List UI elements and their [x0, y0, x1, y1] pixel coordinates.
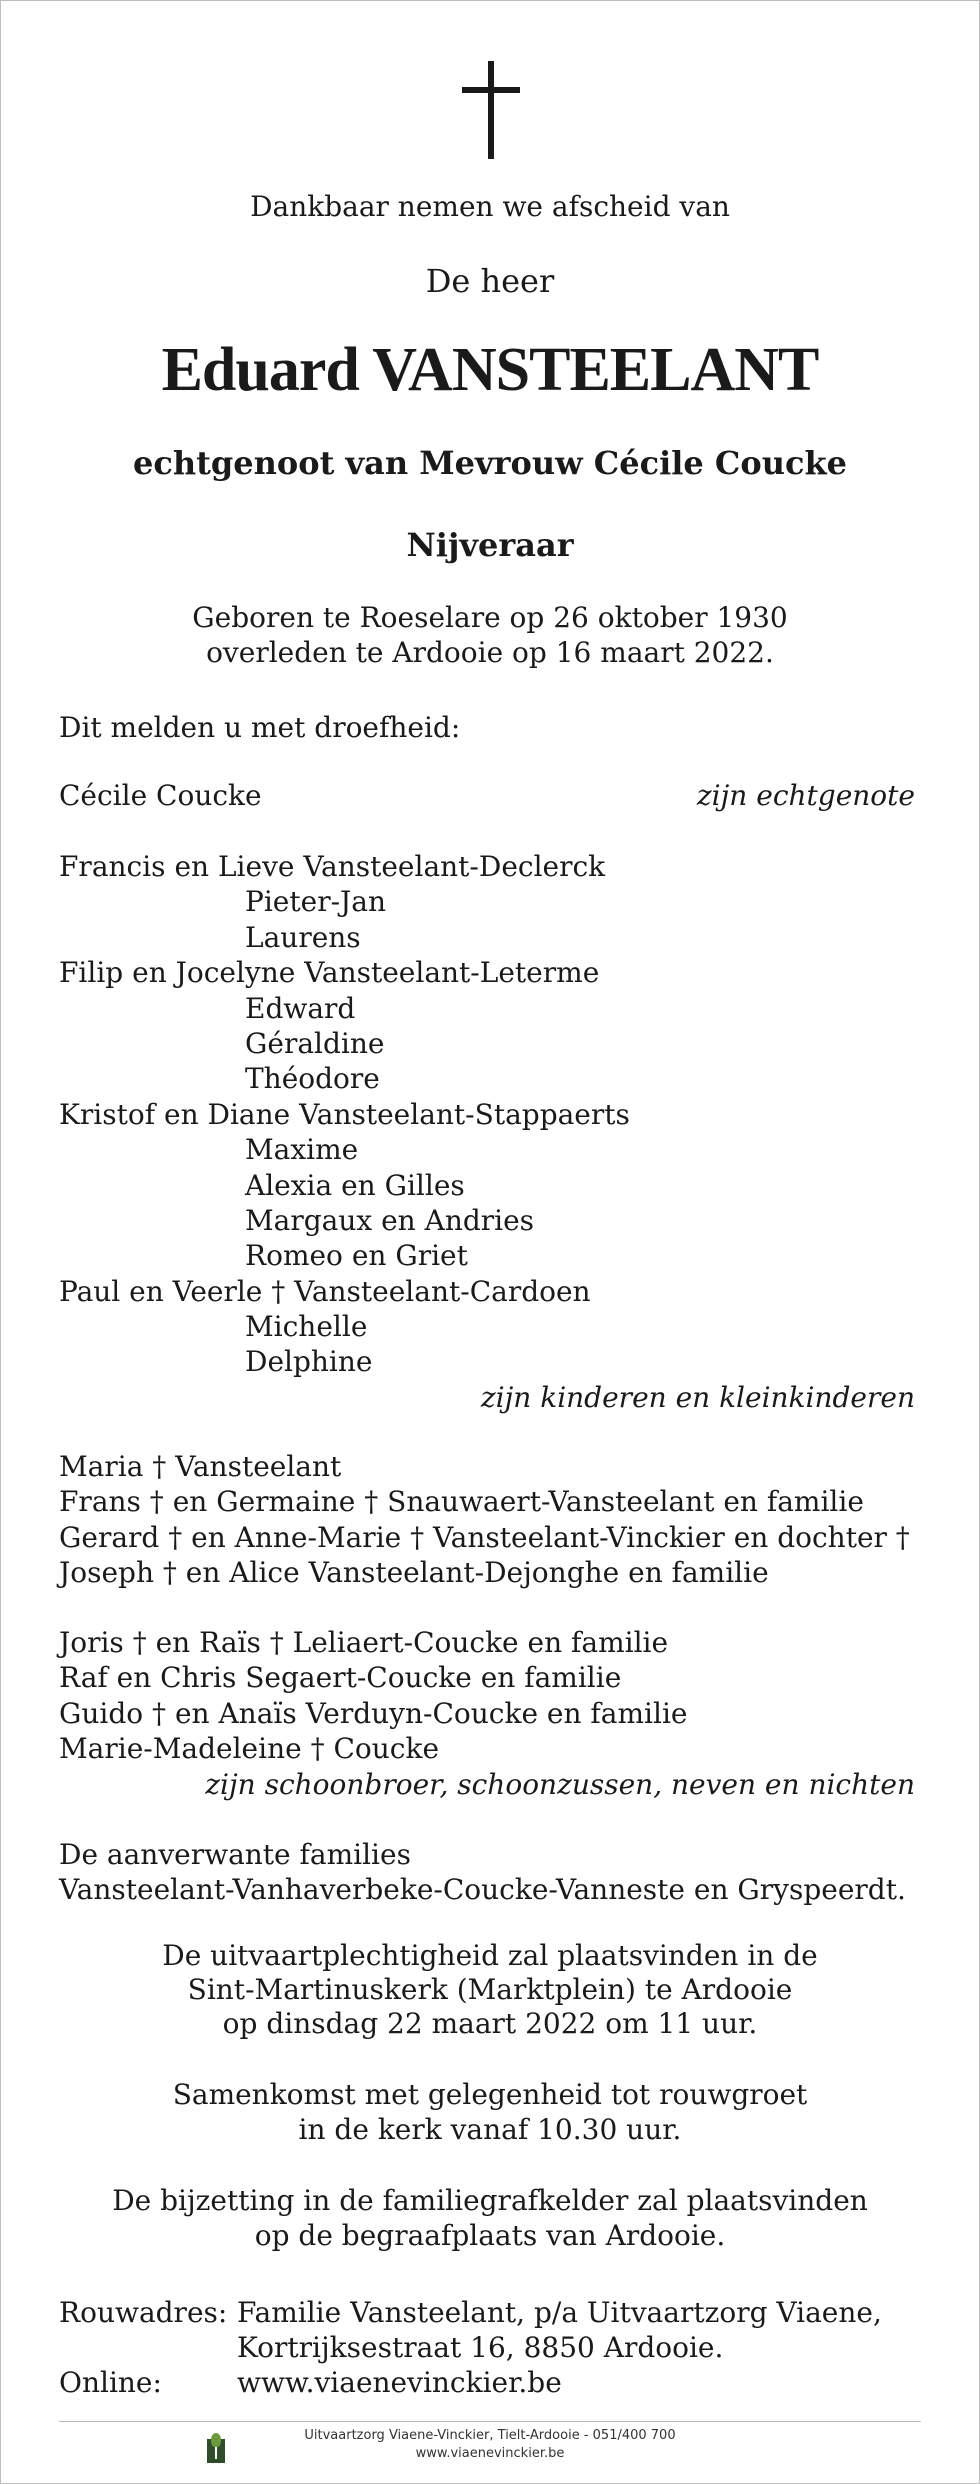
address-line2: Kortrijksestraat 16, 8850 Ardooie. [237, 2331, 724, 2364]
inlaw-line: Raf en Chris Segaert-Coucke en familie [59, 1661, 622, 1695]
inlaw-line: Joris † en Raïs † Leliaert-Coucke en familie [59, 1626, 669, 1659]
sibling-line: Maria † Vansteelant [59, 1450, 342, 1483]
siblings-block [59, 1449, 915, 1591]
born-line: Geboren te Roeselare op 26 oktober 1930 [192, 601, 788, 634]
family-parents: Francis en Lieve Vansteelant-Declerck [59, 850, 606, 883]
grandchild: Laurens [245, 920, 361, 954]
children-caption: zijn kinderen en kleinkinderen [480, 1380, 915, 1414]
children-block [59, 849, 915, 1415]
cross-icon [1, 61, 979, 161]
salutation: De heer [425, 262, 555, 300]
funeral-line1: De uitvaartplechtigheid zal plaatsvinden in de [162, 1939, 818, 1972]
grandchild: Michelle [245, 1310, 368, 1344]
inlaws-caption: zijn schoonbroer, schoonzussen, neven en nichten [205, 1767, 915, 1801]
burial-line1: De bijzetting in de familiegrafkelder zal plaatsvinden [112, 2184, 868, 2217]
families-line1: De aanverwante families [59, 1838, 411, 1871]
family-parents: Kristof en Diane Vansteelant-Stappaerts [59, 1097, 630, 1131]
family-parents: Filip en Jocelyne Vansteelant-Leterme [59, 956, 600, 990]
online-label: Online: [59, 2366, 162, 2399]
families-line2: Vansteelant-Vanhaverbeke-Coucke-Vanneste en Gryspeerdt. [59, 1873, 906, 1906]
inlaw-line: Marie-Madeleine † Coucke [59, 1732, 440, 1766]
grandchild: Maxime [245, 1133, 359, 1167]
gathering-line1: Samenkomst met gelegenheid tot rouwgroet [172, 2078, 808, 2111]
address-line1: Familie Vansteelant, p/a Uitvaartzorg Viaene, [237, 2296, 882, 2329]
spouse-name: Cécile Coucke [59, 779, 262, 812]
sibling-line: Gerard † en Anne-Marie † Vansteelant-Vinckier en dochter † [59, 1520, 910, 1554]
sibling-line: Joseph † en Alice Vansteelant-Dejonghe en familie [59, 1556, 769, 1590]
deceased-name: Eduard VANSTEELANT [161, 336, 819, 404]
grandchild: Géraldine [245, 1026, 385, 1060]
intro-line: Dankbaar nemen we afscheid van [250, 190, 730, 223]
address-label: Rouwadres: [59, 2296, 228, 2329]
footer [1, 2427, 979, 2463]
grandchild: Théodore [245, 1062, 380, 1096]
funeral-line3: op dinsdag 22 maart 2022 om 11 uur. [222, 2007, 758, 2040]
footer-divider [59, 2421, 921, 2422]
inlaw-line: Guido † en Anaïs Verduyn-Coucke en familie [59, 1696, 688, 1730]
gathering-line2: in de kerk vanaf 10.30 uur. [298, 2113, 682, 2146]
grandchild: Alexia en Gilles [245, 1168, 465, 1202]
family-parents: Paul en Veerle † Vansteelant-Cardoen [59, 1274, 591, 1308]
spouse-line: echtgenoot van Mevrouw Cécile Coucke [133, 444, 847, 482]
grandchild: Pieter-Jan [245, 885, 386, 919]
footer-website-link[interactable]: www.viaenevinckier.be [415, 2446, 565, 2461]
sibling-line: Frans † en Germaine † Snauwaert-Vansteelant en familie [59, 1485, 864, 1519]
grandchild: Margaux en Andries [245, 1203, 535, 1237]
grandchild: Delphine [245, 1345, 373, 1379]
funeral-line2: Sint-Martinuskerk (Marktplein) te Ardooie [187, 1973, 793, 2006]
spouse-relation: zijn echtgenote [696, 779, 915, 812]
announce-line: Dit melden u met droefheid: [59, 711, 461, 744]
grandchild: Romeo en Griet [245, 1239, 468, 1273]
footer-line1: Uitvaartzorg Viaene-Vinckier, Tielt-Ardooie - 051/400 700 [304, 2428, 676, 2443]
spouse-block [59, 778, 915, 813]
burial-line2: op de begraafplaats van Ardooie. [254, 2219, 726, 2252]
profession: Nijveraar [406, 526, 574, 564]
grandchild: Edward [245, 991, 356, 1025]
died-line: overleden te Ardooie op 16 maart 2022. [206, 636, 774, 669]
online-link[interactable]: www.viaenevinckier.be [237, 2366, 562, 2399]
inlaws-block [59, 1625, 915, 1802]
